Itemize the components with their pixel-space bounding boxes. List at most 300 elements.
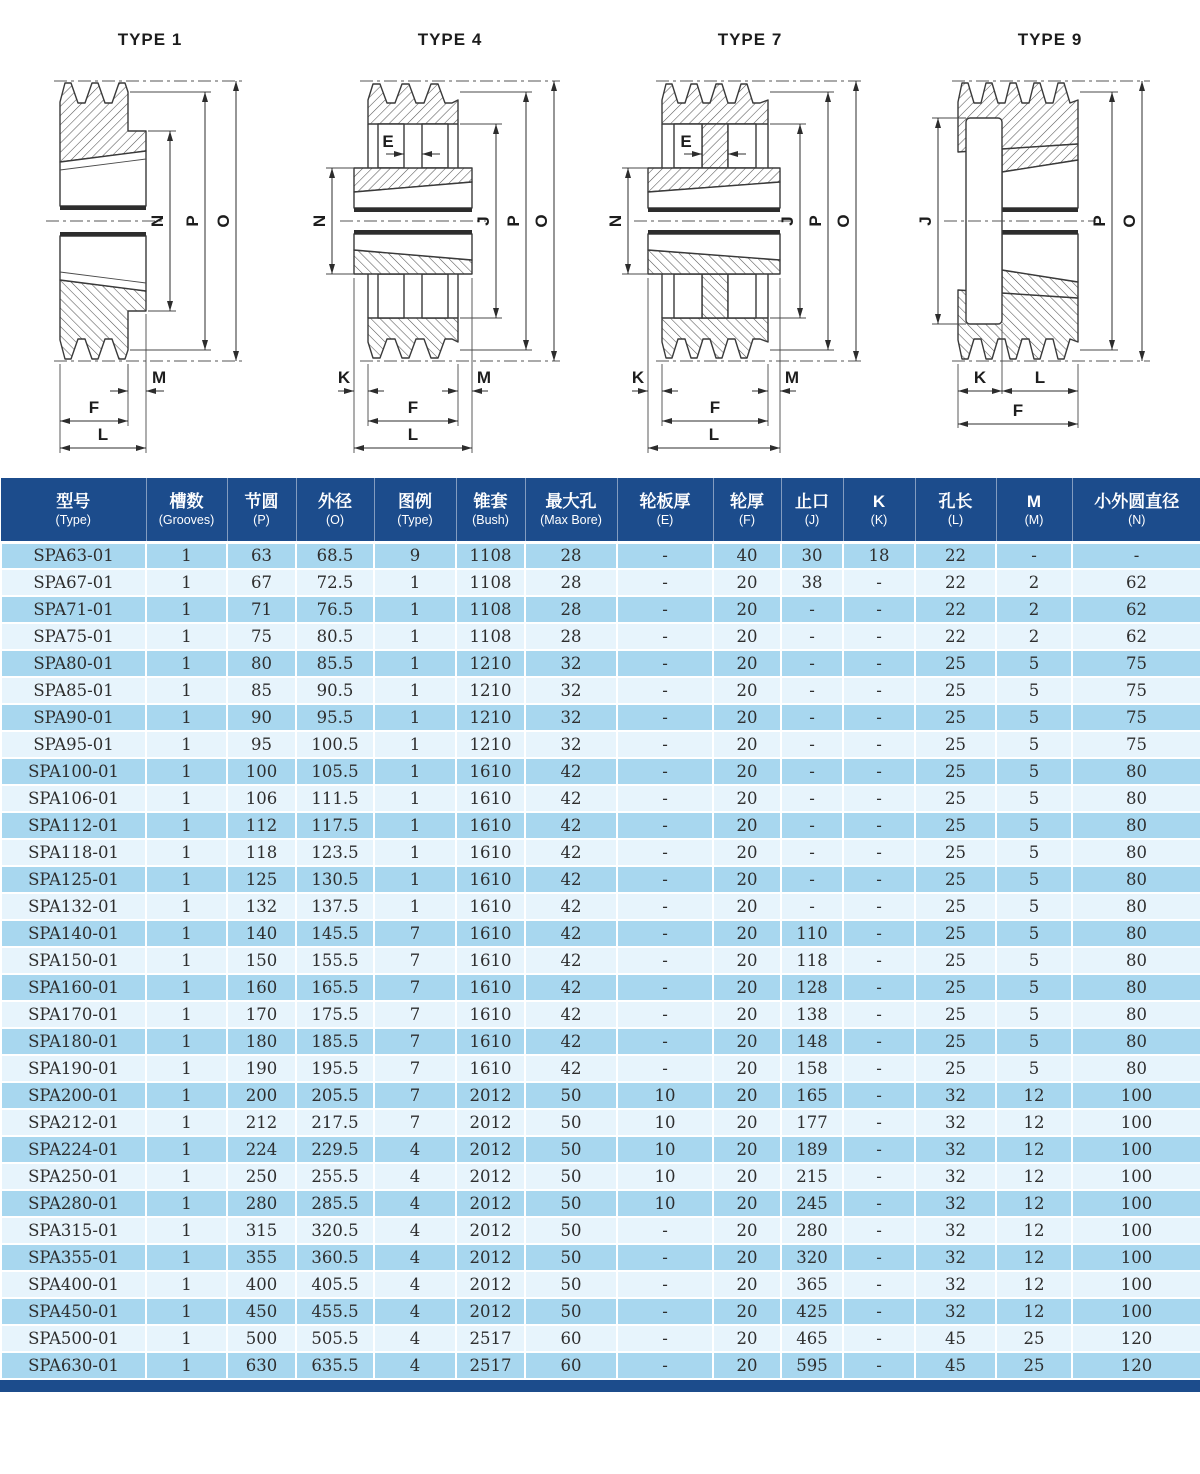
table-cell: 255.5 [296,1163,374,1190]
table-cell: - [843,974,915,1001]
table-cell: SPA500-01 [1,1325,146,1352]
table-cell: 1 [146,839,227,866]
table-row [1,1352,1200,1379]
table-cell: 4 [374,1244,456,1271]
table-cell: 5 [996,758,1072,785]
table-cell: 80 [1072,1028,1200,1055]
table-cell: 25 [915,1055,996,1082]
table-cell: - [843,1190,915,1217]
table-cell: - [843,569,915,596]
table-cell: 112 [227,812,296,839]
table-cell: - [781,596,843,623]
table-cell: - [617,569,713,596]
table-cell: 2517 [456,1352,525,1379]
table-cell: 42 [525,1028,617,1055]
table-cell: 5 [996,866,1072,893]
dim-label-O: O [1120,214,1139,228]
dim-label-K: K [337,368,351,387]
pulley-cross-section-type-7-drawing [600,56,900,478]
table-cell: 20 [713,569,781,596]
table-cell: SPA63-01 [1,542,146,569]
table-cell: 80 [1072,1055,1200,1082]
table-cell: 5 [996,920,1072,947]
dim-label-K: K [631,368,645,387]
table-cell: 2 [996,569,1072,596]
table-cell: 1610 [456,785,525,812]
column-header: 型号 (Type) [1,478,146,542]
table-cell: 80 [227,650,296,677]
table-cell: 2012 [456,1136,525,1163]
table-cell: SPA132-01 [1,893,146,920]
table-cell: 22 [915,542,996,569]
table-cell: 2012 [456,1244,525,1271]
table-cell: 90.5 [296,677,374,704]
column-header: 图例 (Type) [374,478,456,542]
table-cell: 22 [915,569,996,596]
table-cell: SPA150-01 [1,947,146,974]
column-header: 轮板厚 (E) [617,478,713,542]
table-cell: 20 [713,1244,781,1271]
table-cell: 1 [146,812,227,839]
table-row [1,812,1200,839]
table-cell: 32 [915,1136,996,1163]
table-cell: 2517 [456,1325,525,1352]
table-cell: 1610 [456,893,525,920]
table-cell: 80.5 [296,623,374,650]
table-cell: 5 [996,839,1072,866]
table-cell: SPA140-01 [1,920,146,947]
table-cell: 80 [1072,1001,1200,1028]
table-cell: - [843,1298,915,1325]
table-row [1,1136,1200,1163]
table-cell: 1 [146,1244,227,1271]
table-cell: 195.5 [296,1055,374,1082]
table-cell: 2012 [456,1163,525,1190]
dim-label-P: P [504,215,523,227]
table-cell: 50 [525,1136,617,1163]
table-cell: 120 [1072,1325,1200,1352]
table-cell: 110 [781,920,843,947]
table-cell: SPA112-01 [1,812,146,839]
table-cell: - [843,704,915,731]
table-cell: 12 [996,1190,1072,1217]
table-cell: 1 [374,731,456,758]
dim-label-K: K [973,368,987,387]
table-cell: SPA125-01 [1,866,146,893]
table-cell: 1610 [456,920,525,947]
table-cell: - [781,893,843,920]
table-cell: 32 [915,1244,996,1271]
table-cell: 315 [227,1217,296,1244]
table-cell: 50 [525,1271,617,1298]
table-cell: - [843,1217,915,1244]
table-row [1,1190,1200,1217]
table-cell: 212 [227,1109,296,1136]
table-cell: 1 [374,650,456,677]
table-cell: 2012 [456,1109,525,1136]
table-cell: 50 [525,1244,617,1271]
table-cell: 20 [713,812,781,839]
table-cell: 137.5 [296,893,374,920]
table-cell: - [843,1055,915,1082]
table-cell: 465 [781,1325,843,1352]
table-row [1,1244,1200,1271]
table-cell: SPA75-01 [1,623,146,650]
table-cell: - [617,731,713,758]
table-cell: 1 [146,1163,227,1190]
table-cell: 4 [374,1217,456,1244]
table-cell: 450 [227,1298,296,1325]
table-cell: 4 [374,1163,456,1190]
table-cell: 158 [781,1055,843,1082]
column-header: 槽数 (Grooves) [146,478,227,542]
table-cell: 106 [227,785,296,812]
table-cell: 1 [146,1136,227,1163]
table-cell: - [843,1001,915,1028]
table-cell: 1 [146,920,227,947]
table-cell: SPA106-01 [1,785,146,812]
table-cell: 42 [525,974,617,1001]
table-cell: 5 [996,704,1072,731]
table-cell: 42 [525,839,617,866]
table-cell: - [617,1271,713,1298]
dim-label-N: N [310,214,329,228]
table-cell: 71 [227,596,296,623]
table-cell: - [843,920,915,947]
table-cell: 7 [374,920,456,947]
table-cell: 1 [146,596,227,623]
table-cell: 25 [915,758,996,785]
table-cell: 215 [781,1163,843,1190]
table-cell: - [781,812,843,839]
table-cell: 100 [1072,1136,1200,1163]
table-cell: 1 [374,596,456,623]
table-cell: 2012 [456,1298,525,1325]
table-cell: 105.5 [296,758,374,785]
table-cell: 1 [374,812,456,839]
table-cell: - [1072,542,1200,569]
table-cell: 50 [525,1109,617,1136]
table-row [1,596,1200,623]
table-cell: - [843,677,915,704]
table-cell: 75 [1072,731,1200,758]
table-cell: 25 [915,893,996,920]
table-cell: 1 [374,623,456,650]
table-cell: SPA224-01 [1,1136,146,1163]
table-cell: 32 [915,1271,996,1298]
table-cell: 500 [227,1325,296,1352]
table-row [1,893,1200,920]
table-cell: 111.5 [296,785,374,812]
table-cell: SPA180-01 [1,1028,146,1055]
table-cell: SPA160-01 [1,974,146,1001]
table-cell: 5 [996,1001,1072,1028]
table-cell: 1 [374,677,456,704]
dim-label-F: F [709,398,721,417]
table-row [1,704,1200,731]
table-cell: 12 [996,1163,1072,1190]
table-cell: - [617,704,713,731]
table-cell: 12 [996,1244,1072,1271]
table-cell: 42 [525,758,617,785]
table-cell: 1 [146,1055,227,1082]
table-cell: 1 [146,1298,227,1325]
table-cell: 365 [781,1271,843,1298]
table-cell: 1 [146,731,227,758]
table-cell: 20 [713,1055,781,1082]
table-cell: 170 [227,1001,296,1028]
table-cell: 5 [996,1028,1072,1055]
table-cell: 1 [146,1325,227,1352]
table-cell: 25 [915,866,996,893]
table-cell: - [617,1298,713,1325]
table-cell: 1108 [456,623,525,650]
table-cell: 148 [781,1028,843,1055]
table-cell: 25 [915,974,996,1001]
table-cell: - [781,677,843,704]
table-cell: 7 [374,1109,456,1136]
table-cell: 175.5 [296,1001,374,1028]
table-cell: 1 [374,893,456,920]
table-row [1,839,1200,866]
column-header: 轮厚 (F) [713,478,781,542]
table-row [1,1028,1200,1055]
table-cell: 229.5 [296,1136,374,1163]
dim-label-P: P [806,215,825,227]
table-cell: 1 [146,1217,227,1244]
table-cell: 20 [713,1325,781,1352]
table-cell: 45 [915,1352,996,1379]
table-cell: 1 [146,758,227,785]
table-cell: 25 [915,677,996,704]
table-cell: 1610 [456,947,525,974]
table-cell: 1210 [456,704,525,731]
table-cell: 25 [996,1325,1072,1352]
table-cell: 12 [996,1082,1072,1109]
table-cell: 76.5 [296,596,374,623]
table-cell: - [781,650,843,677]
table-cell: 2012 [456,1217,525,1244]
table-cell: 100 [1072,1298,1200,1325]
table-cell: 95.5 [296,704,374,731]
table-cell: 177 [781,1109,843,1136]
table-cell: 32 [915,1217,996,1244]
table-cell: 285.5 [296,1190,374,1217]
table-cell: - [781,731,843,758]
table-cell: - [781,758,843,785]
table-cell: 1 [146,1028,227,1055]
dim-label-O: O [532,214,551,228]
table-cell: 80 [1072,758,1200,785]
column-header: 孔长 (L) [915,478,996,542]
table-row [1,758,1200,785]
table-cell: - [617,1325,713,1352]
table-cell: - [843,1136,915,1163]
table-cell: 28 [525,623,617,650]
table-cell: 7 [374,974,456,1001]
table-row [1,677,1200,704]
table-cell: 25 [915,920,996,947]
table-cell: - [617,650,713,677]
table-cell: 20 [713,866,781,893]
dim-label-M: M [152,368,167,387]
table-cell: 1210 [456,731,525,758]
table-cell: SPA200-01 [1,1082,146,1109]
table-cell: 42 [525,920,617,947]
table-cell: 62 [1072,596,1200,623]
table-cell: 20 [713,1271,781,1298]
table-cell: 1 [374,785,456,812]
table-cell: 28 [525,569,617,596]
figure-title: TYPE 1 [117,30,183,49]
column-header: M (M) [996,478,1072,542]
table-cell: - [843,866,915,893]
dim-label-L: L [97,425,109,444]
table-cell: 80 [1072,866,1200,893]
table-cell: 1 [146,1001,227,1028]
table-cell: 1 [146,974,227,1001]
table-cell: 132 [227,893,296,920]
table-cell: 120 [1072,1352,1200,1379]
table-cell: 28 [525,596,617,623]
table-cell: 40 [713,542,781,569]
table-cell: 100 [1072,1163,1200,1190]
table-row [1,1325,1200,1352]
table-cell: 20 [713,974,781,1001]
dim-label-F: F [88,398,100,417]
table-cell: 60 [525,1352,617,1379]
table-cell: 50 [525,1190,617,1217]
table-cell: 60 [525,1325,617,1352]
table-cell: 50 [525,1298,617,1325]
pulley-cross-section-type-1-drawing [0,56,300,478]
figure-type-7 [600,0,900,478]
table-cell: - [843,785,915,812]
table-cell: 75 [1072,650,1200,677]
table-cell: 20 [713,1163,781,1190]
pulley-cross-section-type-4-drawing [300,56,600,478]
table-cell: 4 [374,1352,456,1379]
table-cell: 10 [617,1190,713,1217]
table-cell: 1108 [456,569,525,596]
table-cell: 32 [915,1109,996,1136]
column-header: K (K) [843,478,915,542]
table-cell: 32 [915,1082,996,1109]
table-cell: 405.5 [296,1271,374,1298]
table-cell: 85.5 [296,650,374,677]
table-cell: 62 [1072,623,1200,650]
table-cell: 28 [525,542,617,569]
table-cell: - [843,1028,915,1055]
table-cell: 4 [374,1136,456,1163]
table-cell: 1610 [456,839,525,866]
table-cell: 360.5 [296,1244,374,1271]
table-cell: 20 [713,920,781,947]
dim-label-F: F [407,398,419,417]
table-cell: 1 [146,677,227,704]
table-row [1,1082,1200,1109]
table-cell: 145.5 [296,920,374,947]
table-cell: - [843,1352,915,1379]
table-cell: - [781,866,843,893]
table-cell: 250 [227,1163,296,1190]
table-cell: - [617,1352,713,1379]
table-cell: 20 [713,1028,781,1055]
table-cell: 67 [227,569,296,596]
table-cell: 20 [713,677,781,704]
dim-label-J: J [916,216,935,226]
column-header: 止口 (J) [781,478,843,542]
table-cell: 1 [146,569,227,596]
table-cell: - [617,542,713,569]
table-cell: 42 [525,785,617,812]
dim-label-J: J [474,216,493,226]
table-cell: - [996,542,1072,569]
table-cell: 20 [713,1109,781,1136]
table-cell: 80 [1072,974,1200,1001]
table-cell: 12 [996,1298,1072,1325]
table-cell: 100 [1072,1271,1200,1298]
table-cell: SPA100-01 [1,758,146,785]
column-header: 外径 (O) [296,478,374,542]
table-cell: 1 [146,542,227,569]
table-cell: 2012 [456,1082,525,1109]
dim-label-N: N [148,214,167,228]
table-cell: - [617,1244,713,1271]
table-cell: 2 [996,623,1072,650]
table-cell: - [617,677,713,704]
table-cell: - [617,623,713,650]
table-cell: - [617,785,713,812]
figure-type-4 [300,0,600,478]
table-cell: 165.5 [296,974,374,1001]
table-cell: 1210 [456,677,525,704]
table-cell: SPA85-01 [1,677,146,704]
table-cell: 1 [374,569,456,596]
table-cell: - [843,1271,915,1298]
figure-title: TYPE 4 [417,30,483,49]
table-row [1,866,1200,893]
table-cell: 62 [1072,569,1200,596]
table-cell: 4 [374,1298,456,1325]
dim-label-L: L [407,425,419,444]
table-cell: 7 [374,947,456,974]
table-cell: 12 [996,1136,1072,1163]
table-cell: 42 [525,893,617,920]
table-cell: - [617,596,713,623]
dim-label-O: O [834,214,853,228]
table-cell: 1 [374,758,456,785]
table-cell: 2 [996,596,1072,623]
table-cell: SPA315-01 [1,1217,146,1244]
table-cell: 1 [146,785,227,812]
table-cell: 63 [227,542,296,569]
table-cell: 189 [781,1136,843,1163]
dim-label-F: F [1012,401,1024,420]
table-cell: 100.5 [296,731,374,758]
table-cell: 85 [227,677,296,704]
table-cell: 100 [227,758,296,785]
table-cell: 42 [525,1055,617,1082]
column-header: 小外圆直径 (N) [1072,478,1200,542]
dim-label-L: L [1034,368,1046,387]
dim-label-P: P [1090,215,1109,227]
table-cell: - [617,1028,713,1055]
table-cell: 50 [525,1082,617,1109]
table-cell: - [617,758,713,785]
table-row [1,623,1200,650]
table-cell: - [781,704,843,731]
